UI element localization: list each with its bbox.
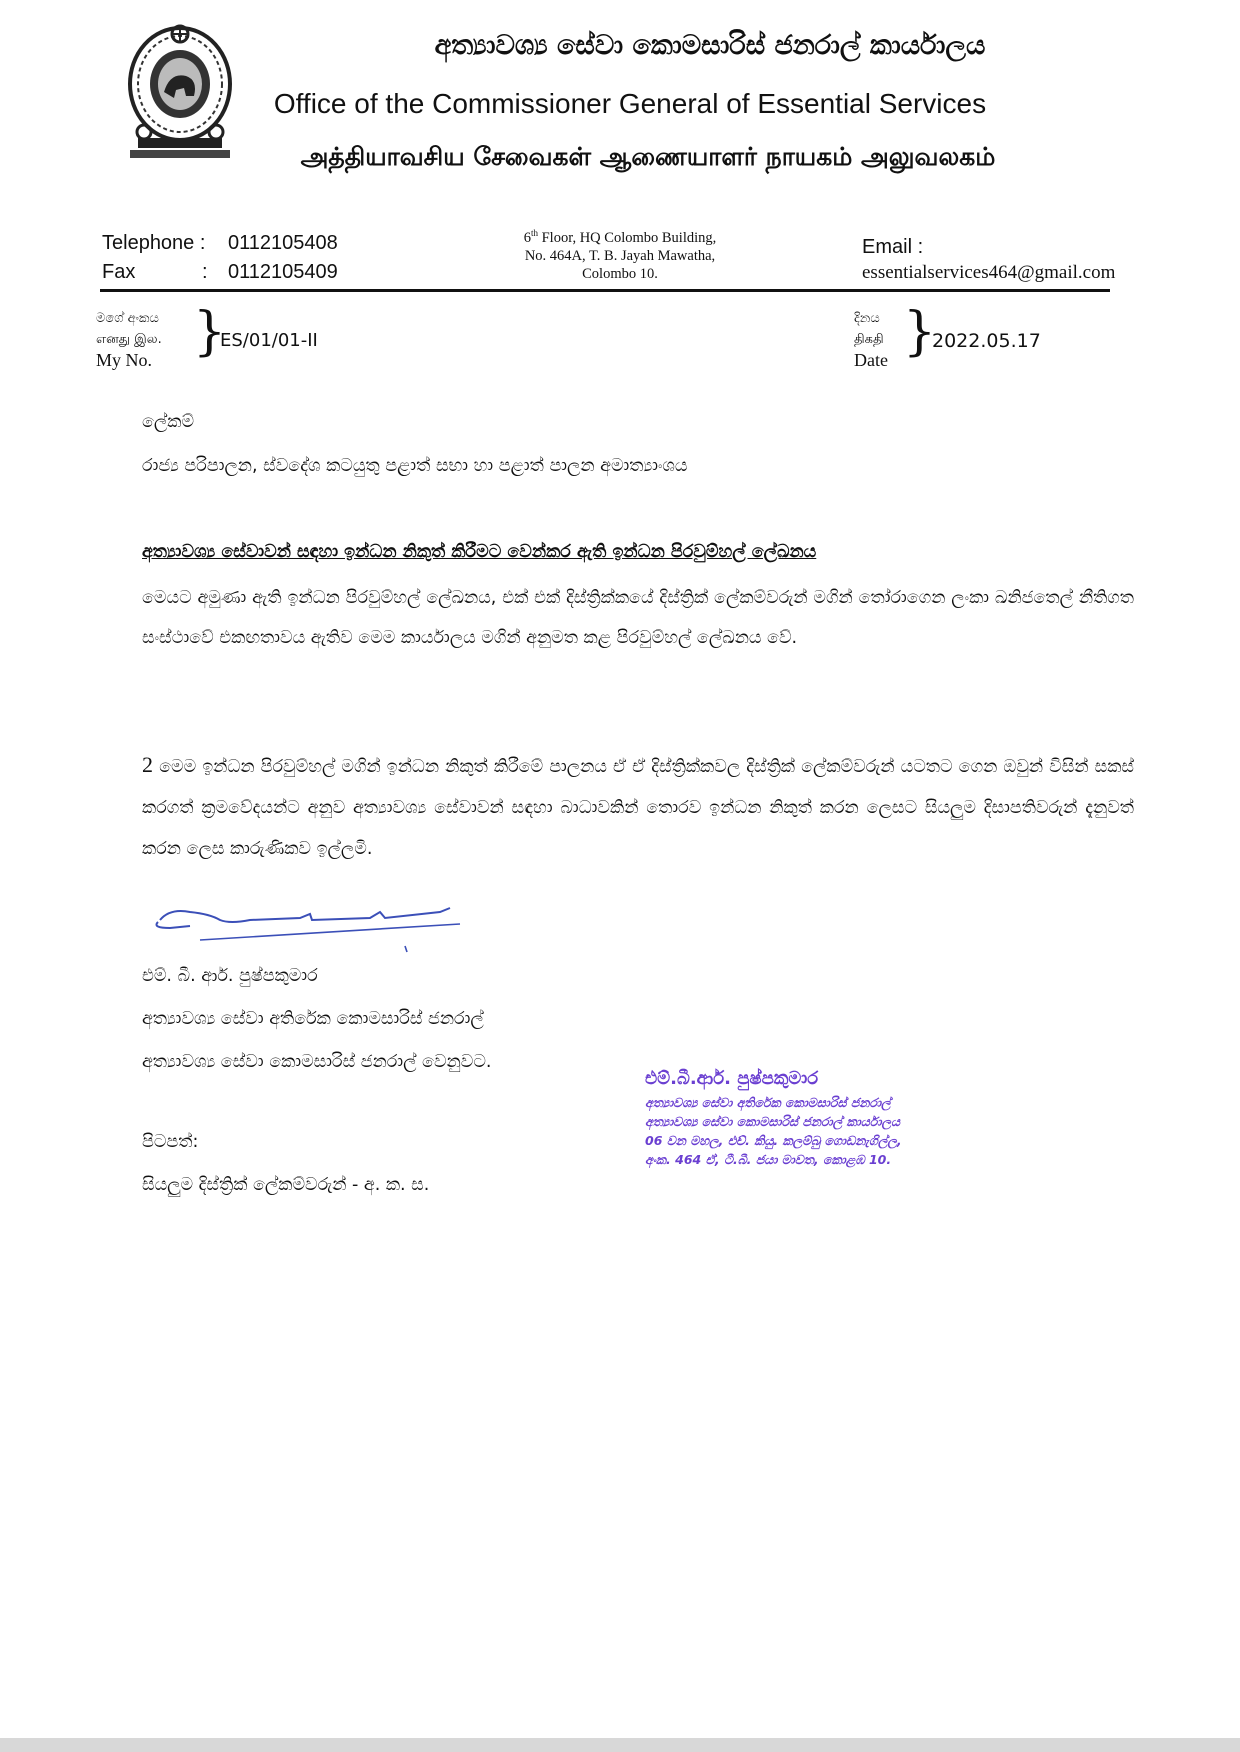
paragraph-2-number: 2	[142, 752, 153, 777]
copies-label: පිටපත්:	[142, 1132, 199, 1152]
signatory-title-1: අත්‍යාවශ්‍ය සේවා අතිරේක කොමසාරිස් ජනරාල්	[142, 1009, 484, 1029]
fax-label-text: Fax	[102, 261, 136, 283]
reference-label-sinhala: මගේ අංකය	[96, 311, 159, 326]
telephone-number: 0112105408	[228, 232, 338, 254]
stamp-line-4: අංක. 464 ඒ, ටී.බී. ජයා මාවත, කොළඹ 10.	[645, 1152, 892, 1167]
scan-edge	[0, 1738, 1240, 1752]
letter-date: 2022.05.17	[932, 330, 1041, 352]
addressee-ministry: රාජ්‍ය පරිපාලන, ස්වදේශ කටයුතු පළාත් සභා හා පළාත් පාලන අමාත්‍යාංශය	[142, 456, 688, 476]
fax-label	[102, 261, 208, 284]
email-label: Email :	[862, 236, 924, 258]
signatory-name: එම්. බී. ආර්. පුෂ්පකුමාර	[142, 966, 318, 986]
office-title-tamil: அத்தியாவசிய சேவைகள் ஆணையாளர் நாயகம் அலுவலகம்	[300, 142, 996, 171]
letter-subject: අත්‍යාවශ්‍ය සේවාවන් සඳහා ඉන්ධන නිකුත් කිරීමට වෙන්කර ඇති ඉන්ධන පිරවුම්හල් ලේඛනය	[142, 542, 817, 562]
official-stamp	[645, 1068, 902, 1169]
telephone-label: Telephone :	[102, 232, 206, 254]
reference-labels	[96, 308, 162, 371]
date-label-tamil: திகதி	[854, 332, 884, 347]
signatory-title-2: අත්‍යාවශ්‍ය සේවා කොමසාරිස් ජනරාල් වෙනුවට.	[142, 1052, 492, 1072]
address-line-3: Colombo 10.	[582, 265, 658, 282]
date-labels	[854, 308, 888, 371]
sri-lanka-emblem-icon	[124, 20, 236, 168]
date-brace-icon: }	[903, 302, 937, 362]
header-divider	[100, 289, 1110, 292]
email-address: essentialservices464@gmail.com	[862, 262, 1116, 283]
fax-colon: :	[202, 261, 208, 283]
paragraph-2	[142, 744, 1134, 870]
reference-number: ES/01/01-II	[220, 330, 318, 351]
date-label-sinhala: දිනය	[854, 311, 880, 326]
handwritten-signature	[150, 900, 500, 960]
fax-number: 0112105409	[228, 261, 338, 283]
address-line-2: No. 464A, T. B. Jayah Mawatha,	[524, 247, 716, 264]
reference-label-tamil: எனது இல.	[96, 332, 162, 347]
stamp-line-2: අත්‍යාවශ්‍ය සේවා කොමසාරිස් ජනරාල් කාර්යාලය	[645, 1114, 900, 1129]
paragraph-2-text: මෙම ඉන්ධන පිරවුම්හල් මගින් ඉන්ධන නිකුත් කිරීමේ පාලනය ඒ ඒ දිස්ත්‍රික්කවල දිස්ත්‍රික් ලේකම්වරුන් යටතට ගෙන ඔවුන් විසින් සකස් කරගත් ක්‍රමවේදයන්ට අනුව අත්‍යාවශ්‍ය සේවාවන් සඳහා බාධාවකින් තොරව ඉන්ධන නිකුත් කරන ලෙසට සියලුම දිසාපතිවරුන් දැනුවත් කරන ලෙස කාරුණිකව ඉල්ලමි.	[142, 757, 1134, 859]
office-address	[480, 224, 760, 283]
office-title-sinhala: අත්‍යාවශ්‍ය සේවා කොමසාරිස් ජනරාල් කාර්යාලය	[434, 30, 986, 61]
date-label-english: Date	[854, 350, 888, 370]
addressee-title: ලේකම්	[142, 412, 195, 432]
stamp-line-3: 06 වන මහල, එච්. කියු. කලම්බු ගොඩනැගිල්ල,	[645, 1133, 902, 1148]
reference-label-english: My No.	[96, 350, 153, 370]
reference-brace-icon: }	[193, 302, 227, 362]
copies-recipients: සියලුම දිස්ත්‍රික් ලේකම්වරුන් - අ. ක. ස.	[142, 1175, 430, 1195]
stamp-name: එම්.බී.ආර්. පුෂ්පකුමාර	[645, 1068, 819, 1089]
office-title-english: Office of the Commissioner General of Essential Services	[273, 88, 987, 119]
paragraph-1: මෙයට අමුණා ඇති ඉන්ධන පිරවුම්හල් ලේඛනය, එක් එක් දිස්ත්‍රික්කයේ දිස්ත්‍රික් ලේකම්වරුන් මගින් තෝරාගෙන ලංකා ඛනිජතෙල් නීතිගත සංස්ථාවේ එකඟතාවය ඇතිව මෙම කාර්යාලය මගින් අනුමත කළ පිරවුම්හල් ලේඛනය වේ.	[142, 588, 1134, 648]
stamp-line-1: අත්‍යාවශ්‍ය සේවා අතිරේක කොමසාරිස් ජනරාල්	[645, 1095, 891, 1110]
address-line-1: 6th Floor, HQ Colombo Building,	[523, 228, 717, 246]
